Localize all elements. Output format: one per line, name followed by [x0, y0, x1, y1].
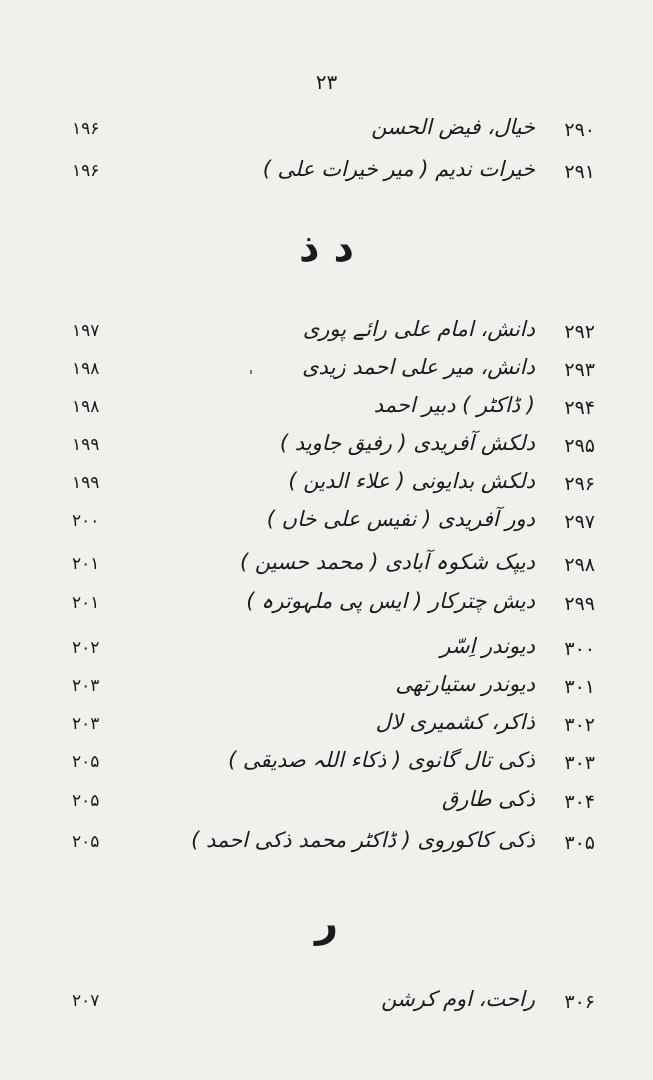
entry-page: ۱۹۹	[72, 473, 100, 493]
entry-page: ۲۰۷	[72, 991, 100, 1011]
entry-page: ۱۹۶	[72, 119, 100, 139]
list-item	[0, 632, 653, 666]
entry-name: خیرات ندیم ( میر خیرات علی )	[262, 157, 535, 181]
entry-page: ۲۰۵	[72, 832, 100, 852]
list-item	[0, 505, 653, 539]
entry-name: دیپک شکوہ آبادی ( محمد حسین )	[240, 550, 535, 574]
entry-number: ۲۹۵	[564, 435, 595, 457]
entry-number: ۳۰۵	[564, 832, 595, 854]
entry-page: ۲۰۳	[72, 676, 100, 696]
entry-number: ۳۰۱	[564, 676, 595, 698]
list-item	[0, 587, 653, 621]
entry-number: ۳۰۶	[564, 991, 595, 1013]
page-number: ۲۳	[315, 70, 338, 94]
entry-page: ۲۰۲	[72, 638, 100, 658]
entry-name: دلکش آفریدی ( رفیق جاوید )	[279, 431, 535, 455]
entry-name: راحت، اوم کرشن	[381, 987, 535, 1011]
entry-name: دیش چترکار ( ایس پی ملہوترہ )	[246, 589, 535, 613]
entry-number: ۲۹۱	[564, 161, 595, 183]
section-heading-dal: د ذ	[299, 225, 354, 271]
entry-number: ۲۹۲	[564, 321, 595, 343]
entry-page: ۱۹۶	[72, 161, 100, 181]
list-item	[0, 113, 653, 147]
entry-page: ۲۰۳	[72, 714, 100, 734]
entry-page: ۱۹۷	[72, 321, 100, 341]
entry-number: ۲۹۳	[564, 359, 595, 381]
entry-number: ۳۰۲	[564, 714, 595, 736]
entry-page: ۱۹۹	[72, 435, 100, 455]
list-item	[0, 548, 653, 582]
entry-name: دانش، امام علی رائے پوری	[302, 317, 535, 341]
list-item	[0, 155, 653, 189]
entry-number: ۲۹۸	[564, 554, 595, 576]
entry-page: ۲۰۵	[72, 752, 100, 772]
entry-name: ذکی تال گانوی ( ذکاء اللہ صدیقی )	[228, 748, 535, 772]
entry-name: دیوندر اِسّر	[440, 634, 535, 658]
entry-number: ۲۹۶	[564, 473, 595, 495]
entry-name: خیال، فیض الحسن	[371, 115, 535, 139]
entry-name: دور آفریدی ( نفیس علی خاں )	[266, 507, 535, 531]
entry-name: ذکی کاکوروی ( ڈاکٹر محمد ذکی احمد )	[191, 828, 535, 852]
entry-name: دیوندر ستیارتھی	[395, 672, 535, 696]
entry-page: ۲۰۵	[72, 791, 100, 811]
entry-page: ۱۹۸	[72, 397, 100, 417]
entry-page: ۲۰۱	[72, 593, 100, 613]
entry-number: ۳۰۰	[564, 638, 595, 660]
list-item	[0, 429, 653, 463]
list-item	[0, 467, 653, 501]
list-item	[0, 985, 653, 1019]
entry-number: ۳۰۳	[564, 752, 595, 774]
list-item	[0, 391, 653, 425]
list-item	[0, 785, 653, 819]
list-item	[0, 315, 653, 349]
entry-name: دلکش بدایونی ( علاء الدین )	[288, 469, 535, 493]
entry-name: ذکی طارق	[441, 787, 535, 811]
list-item	[0, 746, 653, 780]
entry-page: ۱۹۸	[72, 359, 100, 379]
entry-page: ۲۰۱	[72, 554, 100, 574]
entry-number: ۳۰۴	[564, 791, 595, 813]
entry-number: ۲۹۰	[564, 119, 595, 141]
entry-number: ۲۹۷	[564, 511, 595, 533]
entry-name: ذاکر، کشمیری لال	[375, 710, 535, 734]
list-item	[0, 826, 653, 860]
entry-name: ( ڈاکٹر ) دبیر احمد	[373, 393, 535, 417]
list-item	[0, 708, 653, 742]
entry-name: دانش، میر علی احمد زیدی	[302, 355, 535, 379]
entry-page: ۲۰۰	[72, 511, 100, 531]
entry-number: ۲۹۹	[564, 593, 595, 615]
list-item	[0, 670, 653, 704]
section-heading-ra: ر	[314, 900, 339, 946]
entry-number: ۲۹۴	[564, 397, 595, 419]
list-item	[0, 353, 653, 387]
